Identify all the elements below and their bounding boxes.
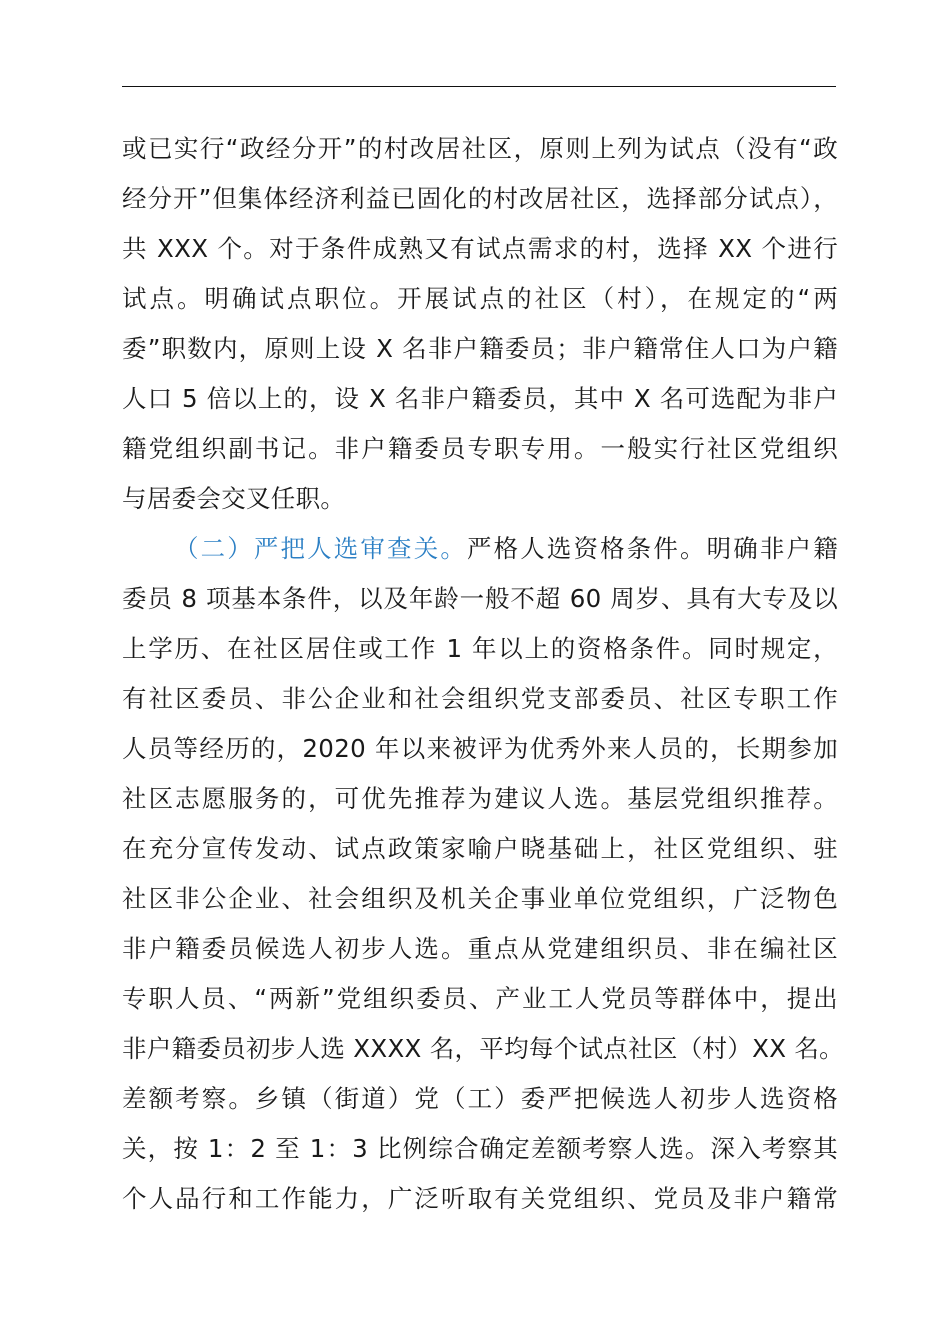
paragraph-line: 人口 5 倍以上的，设 X 名非户籍委员，其中 X 名可选配为非户 bbox=[122, 384, 838, 413]
paragraph-line: 专职人员、“两新”党组织委员、产业工人党员等群体中，提出 bbox=[122, 984, 838, 1013]
paragraph-line: 共 XXX 个。对于条件成熟又有试点需求的村，选择 XX 个进行 bbox=[122, 234, 838, 263]
paragraph-line: 委”职数内，原则上设 X 名非户籍委员；非户籍常住人口为户籍 bbox=[122, 334, 838, 363]
paragraph-line: 上学历、在社区居住或工作 1 年以上的资格条件。同时规定， bbox=[122, 634, 838, 663]
section-first-line-text: 严格人选资格条件。明确非户籍 bbox=[466, 534, 838, 563]
paragraph-line: 社区非公企业、社会组织及机关企事业单位党组织，广泛物色 bbox=[122, 884, 838, 913]
section-heading-line bbox=[122, 524, 838, 574]
section-heading: （二）严把人选审查关。 bbox=[174, 534, 467, 563]
paragraph-line: 社区志愿服务的，可优先推荐为建议人选。基层党组织推荐。 bbox=[122, 784, 838, 813]
header-rule bbox=[122, 86, 836, 87]
paragraph-line: 或已实行“政经分开”的村改居社区，原则上列为试点（没有“政 bbox=[122, 134, 838, 163]
paragraph-line: 有社区委员、非公企业和社会组织党支部委员、社区专职工作 bbox=[122, 684, 838, 713]
paragraph-line: 非户籍委员初步人选 XXXX 名，平均每个试点社区（村）XX 名。 bbox=[122, 1034, 844, 1063]
document-body bbox=[122, 124, 844, 1224]
paragraph-line: 非户籍委员候选人初步人选。重点从党建组织员、非在编社区 bbox=[122, 934, 838, 963]
paragraph-line: 关，按 1：2 至 1：3 比例综合确定差额考察人选。深入考察其 bbox=[122, 1134, 838, 1163]
paragraph-line: 个人品行和工作能力，广泛听取有关党组织、党员及非户籍常 bbox=[122, 1184, 838, 1213]
paragraph-line: 经分开”但集体经济利益已固化的村改居社区，选择部分试点）， bbox=[122, 184, 838, 213]
paragraph-line: 与居委会交叉任职。 bbox=[122, 484, 346, 513]
paragraph-line: 差额考察。乡镇（街道）党（工）委严把候选人初步人选资格 bbox=[122, 1084, 838, 1113]
paragraph-line: 籍党组织副书记。非户籍委员专职专用。一般实行社区党组织 bbox=[122, 434, 838, 463]
paragraph-line: 在充分宣传发动、试点政策家喻户晓基础上，社区党组织、驻 bbox=[122, 834, 838, 863]
paragraph-line: 委员 8 项基本条件，以及年龄一般不超 60 周岁、具有大专及以 bbox=[122, 584, 838, 613]
paragraph-line: 试点。明确试点职位。开展试点的社区（村），在规定的“两 bbox=[122, 284, 838, 313]
paragraph-line: 人员等经历的，2020 年以来被评为优秀外来人员的，长期参加 bbox=[122, 734, 838, 763]
